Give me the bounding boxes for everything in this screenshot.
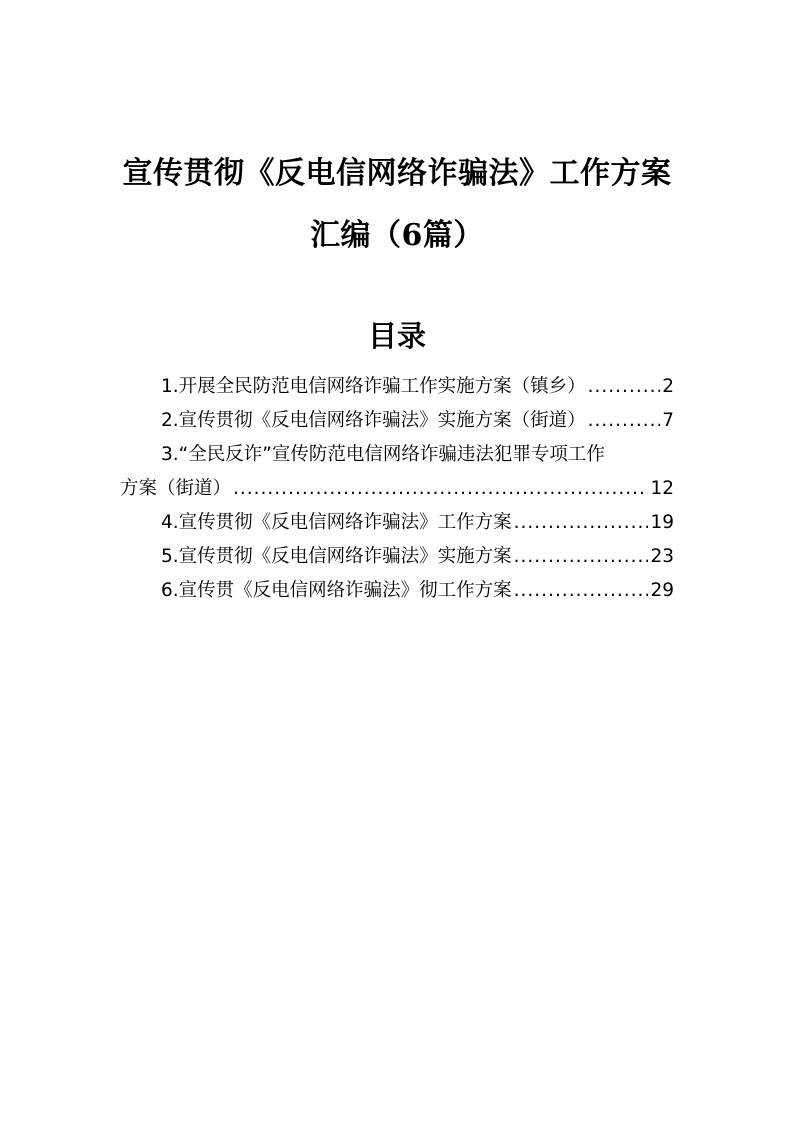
- toc-leader-dots: [588, 404, 661, 438]
- toc-entry-title: 2.宣传贯彻《反电信网络诈骗法》实施方案（街道）: [161, 410, 586, 431]
- toc-page-number: 29: [650, 580, 674, 601]
- toc-entry-3-line-2[interactable]: [120, 472, 674, 506]
- document-title-line-1: 宣传贯彻《反电信网络诈骗法》工作方案: [122, 156, 672, 191]
- toc-entry-title: 1.开展全民防范电信网络诈骗工作实施方案（镇乡）: [161, 376, 586, 397]
- toc-page-number: 7: [662, 410, 674, 431]
- toc-page-number: 23: [650, 546, 674, 567]
- toc-page-number: 19: [650, 512, 674, 533]
- toc-entry-title: 3.“全民反诈”宣传防范电信网络诈骗违法犯罪专项工作: [161, 444, 605, 465]
- toc-entry-title-continued: 方案（街道）: [120, 478, 232, 499]
- toc-leader-dots: [233, 472, 648, 506]
- toc-leader-dots: [514, 506, 649, 540]
- toc-leader-dots: [514, 540, 649, 574]
- table-of-contents: [120, 370, 674, 608]
- toc-entry-6[interactable]: [120, 574, 674, 608]
- toc-leader-dots: [588, 370, 661, 404]
- document-title-line-2: 汇编（6篇）: [310, 218, 484, 253]
- toc-page-number: 12: [650, 478, 674, 499]
- toc-entry-title: 5.宣传贯彻《反电信网络诈骗法》实施方案: [161, 546, 512, 567]
- toc-entry-4[interactable]: [120, 506, 674, 540]
- toc-entry-title: 6.宣传贯《反电信网络诈骗法》彻工作方案: [161, 580, 512, 601]
- toc-entry-title: 4.宣传贯彻《反电信网络诈骗法》工作方案: [161, 512, 512, 533]
- toc-heading: 目录: [367, 319, 426, 353]
- toc-page-number: 2: [662, 376, 674, 397]
- toc-leader-dots: [514, 574, 649, 608]
- toc-entry-1[interactable]: [120, 370, 674, 404]
- toc-entry-2[interactable]: [120, 404, 674, 438]
- toc-entry-5[interactable]: [120, 540, 674, 574]
- toc-entry-3-line-1[interactable]: [120, 438, 674, 472]
